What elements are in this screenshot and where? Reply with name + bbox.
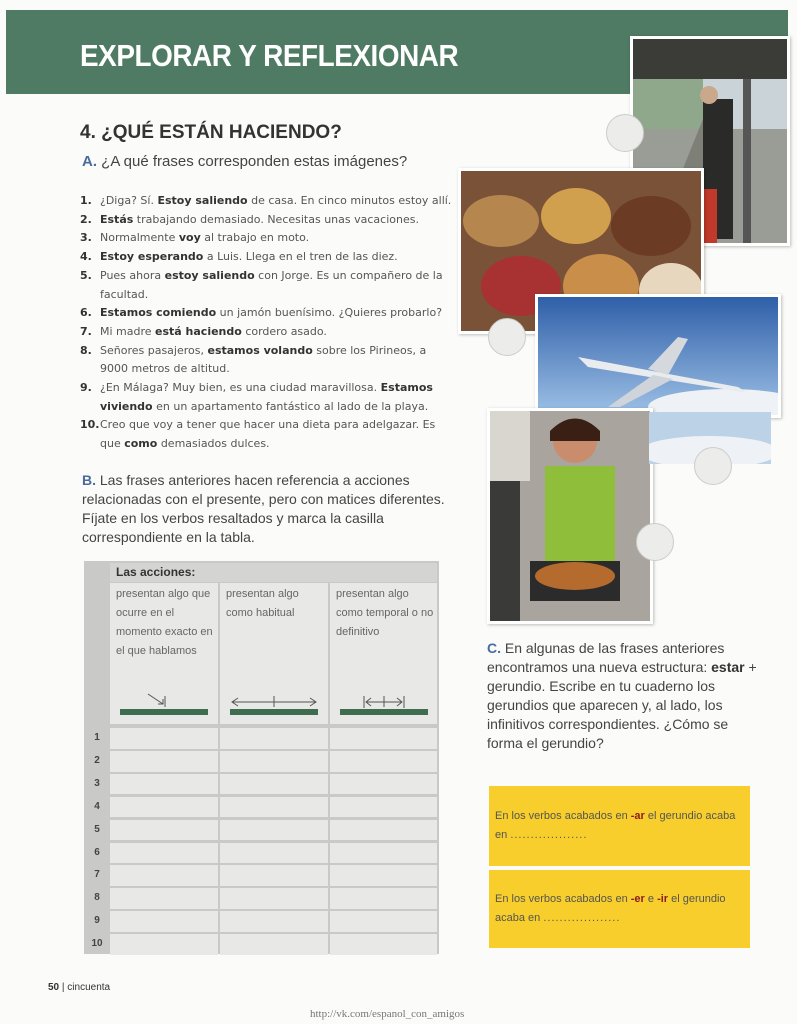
actions-table xyxy=(84,561,439,954)
table-header: Las acciones: xyxy=(116,565,196,579)
banner-title: EXPLORAR Y REFLEXIONAR xyxy=(80,38,459,73)
table-checkbox-cell[interactable] xyxy=(220,820,328,841)
table-checkbox-cell[interactable] xyxy=(220,934,328,955)
list-item: 1. ¿Diga? Sí. Estoy saliendo de casa. En cinco minutos estoy allí. xyxy=(80,194,452,207)
table-checkbox-cell[interactable] xyxy=(330,888,437,909)
table-checkbox-cell[interactable] xyxy=(220,797,328,818)
page-number: 50 xyxy=(48,982,60,993)
table-checkbox-cell[interactable] xyxy=(110,751,218,772)
question-a xyxy=(82,152,407,171)
list-item: 8. Señores pasajeros, estamos volando sobre los Pirineos, a 9000 metros de altitud. xyxy=(80,343,427,376)
table-header-cell xyxy=(110,563,437,582)
airplane-image xyxy=(538,297,778,415)
blank-line[interactable]: ................... xyxy=(543,912,621,924)
list-item: 5. Pues ahora estoy saliendo con Jorge. Es un compañero de la facultad. xyxy=(80,268,443,301)
table-checkbox-cell[interactable] xyxy=(330,820,437,841)
table-checkbox-cell[interactable] xyxy=(220,865,328,886)
table-checkbox-cell[interactable] xyxy=(110,843,218,864)
table-checkbox-cell[interactable] xyxy=(110,728,218,749)
row-number: 6 xyxy=(94,846,100,858)
table-checkbox-cell[interactable] xyxy=(110,774,218,795)
column-header-2: presentan algo como habitual xyxy=(220,583,328,724)
table-checkbox-cell[interactable] xyxy=(330,774,437,795)
airplane-photo xyxy=(535,294,781,418)
sentence-list xyxy=(80,192,455,454)
timeline-temporary-icon xyxy=(338,693,434,721)
list-item: 7. Mi madre está haciendo cordero asado. xyxy=(80,324,327,338)
table-checkbox-cell[interactable] xyxy=(220,888,328,909)
list-item: 9. ¿En Málaga? Muy bien, es una ciudad maravillosa. Estamos viviendo en un apartamento fantástico al lado de la playa. xyxy=(80,381,433,413)
column-header-1: presentan algo que ocurre en el momento exacto en el que hablamos xyxy=(110,583,218,724)
list-item: 3. Normalmente voy al trabajo en moto. xyxy=(80,231,310,245)
table-checkbox-cell[interactable] xyxy=(220,774,328,795)
table-checkbox-cell[interactable] xyxy=(330,865,437,886)
row-number: 8 xyxy=(94,892,100,904)
gerund-ar-box: En los verbos acabados en -ar el gerundio acaba en ................... xyxy=(489,786,750,866)
table-checkbox-cell[interactable] xyxy=(110,934,218,955)
answer-circle-2[interactable] xyxy=(488,318,526,356)
table-checkbox-cell[interactable] xyxy=(330,843,437,864)
timeline-now-icon xyxy=(118,693,214,721)
table-checkbox-cell[interactable] xyxy=(330,911,437,932)
table-checkbox-cell[interactable] xyxy=(330,728,437,749)
row-number: 10 xyxy=(91,938,103,950)
source-url: http://vk.com/espanol_con_amigos xyxy=(310,1008,465,1020)
list-item: 6. Estamos comiendo un jamón buenísimo. ¿Quieres probarlo? xyxy=(80,306,443,320)
section-title: 4. ¿QUÉ ESTÁN HACIENDO? xyxy=(80,122,342,143)
table-checkbox-cell[interactable] xyxy=(220,843,328,864)
page-word: cincuenta xyxy=(67,982,111,993)
question-a-text: ¿A qué frases corresponden estas imágenes? xyxy=(101,153,408,170)
table-checkbox-cell[interactable] xyxy=(220,751,328,772)
timeline-habitual-icon xyxy=(228,693,324,721)
page-footer: 50 | cincuenta xyxy=(48,982,111,993)
question-c-label: C. xyxy=(487,640,501,656)
answer-circle-3[interactable] xyxy=(694,447,732,485)
list-item: 2. Estás trabajando demasiado. Necesitas unas vacaciones. xyxy=(80,212,419,226)
row-number: 9 xyxy=(94,915,100,927)
table-checkbox-cell[interactable] xyxy=(220,911,328,932)
question-c: C. En algunas de las frases anteriores encontramos una nueva estructura: estar + gerundio. Escribe en tu cuaderno los gerundios que aparecen y, al lado, los infinitivos correspondientes. ¿Cómo se forma el gerundio? xyxy=(487,640,757,751)
row-number: 4 xyxy=(94,800,100,812)
row-number: 3 xyxy=(94,777,100,789)
woman-cooking-image xyxy=(490,411,650,621)
question-b xyxy=(82,471,467,547)
table-checkbox-cell[interactable] xyxy=(110,797,218,818)
cooking-photo xyxy=(487,408,653,624)
table-checkbox-cell[interactable] xyxy=(330,797,437,818)
row-number: 7 xyxy=(94,869,100,881)
question-a-label: A. xyxy=(82,153,97,170)
answer-circle-1[interactable] xyxy=(606,114,644,152)
table-checkbox-cell[interactable] xyxy=(220,728,328,749)
blank-line[interactable]: ................... xyxy=(510,829,588,841)
table-checkbox-cell[interactable] xyxy=(110,911,218,932)
answer-circle-4[interactable] xyxy=(636,523,674,561)
table-checkbox-cell[interactable] xyxy=(110,820,218,841)
row-number: 1 xyxy=(94,732,100,743)
list-item: 10. Creo que voy a tener que hacer una dieta para adelgazar. Es que como demasiados dulces. xyxy=(80,418,436,451)
table-checkbox-cell[interactable] xyxy=(330,934,437,955)
row-number: 2 xyxy=(94,754,100,766)
question-b-label: B. xyxy=(82,472,96,488)
table-checkbox-cell[interactable] xyxy=(330,751,437,772)
table-checkbox-cell[interactable] xyxy=(110,888,218,909)
gerund-er-ir-box: En los verbos acabados en -er e -ir el gerundio acaba en ................... xyxy=(489,870,750,948)
table-checkbox-cell[interactable] xyxy=(110,865,218,886)
row-number: 5 xyxy=(94,823,100,835)
list-item: 4. Estoy esperando a Luis. Llega en el tren de las diez. xyxy=(80,250,398,264)
question-b-text: Las frases anteriores hacen referencia a acciones relacionadas con el presente, pero con matices diferentes. Fíjate en los verbos resaltados y marca la casilla correspondiente en la tabla. xyxy=(82,472,445,545)
column-header-3: presentan algo como temporal o no definitivo xyxy=(330,583,437,724)
